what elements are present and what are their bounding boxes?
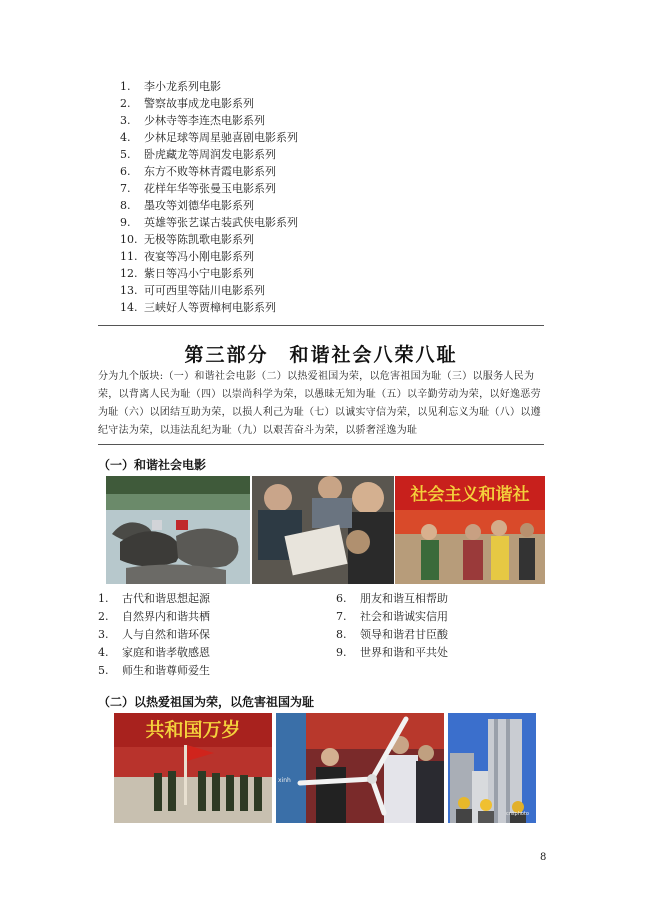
list-text: 三峡好人等贾樟柯电影系列 xyxy=(144,301,276,314)
photo-watermark: xinh xyxy=(278,777,291,784)
list-text: 英雄等张艺谋古装武侠电影系列 xyxy=(144,216,298,229)
list-item xyxy=(120,282,298,299)
list-number: 1. xyxy=(98,592,109,605)
list-number: 10. xyxy=(120,233,138,246)
list-item xyxy=(98,590,210,608)
list-number: 8. xyxy=(336,628,347,641)
list-item xyxy=(120,231,298,248)
list-number: 12. xyxy=(120,267,138,280)
photo-wind-turbine-expo xyxy=(276,713,444,823)
list-item xyxy=(120,265,298,282)
section-heading-patriotism: （二）以热爱祖国为荣，以危害祖国为耻 xyxy=(98,695,315,709)
list-number: 4. xyxy=(98,646,109,659)
list-number: 7. xyxy=(120,182,131,195)
list-text: 少林寺等李连杰电影系列 xyxy=(144,114,265,127)
photo-honor-guard xyxy=(114,713,272,823)
list-item xyxy=(120,214,298,231)
banner-long-live-republic: 共和国万岁 xyxy=(145,719,241,741)
banner-slogan: 社会主义和谐社 xyxy=(410,485,530,505)
list-item xyxy=(120,197,298,214)
list-number: 1. xyxy=(120,80,131,93)
list-item xyxy=(336,644,448,662)
list-text: 紫日等冯小宁电影系列 xyxy=(144,267,254,280)
list-item xyxy=(120,146,298,163)
list-item xyxy=(120,129,298,146)
list-text: 可可西里等陆川电影系列 xyxy=(144,284,265,297)
list-number: 5. xyxy=(98,664,109,677)
list-text: 人与自然和谐环保 xyxy=(122,628,210,641)
list-item xyxy=(336,590,448,608)
list-text: 花样年华等张曼玉电影系列 xyxy=(144,182,276,195)
list-item xyxy=(336,608,448,626)
page-number: 8 xyxy=(540,852,547,863)
list-item xyxy=(98,608,210,626)
list-item xyxy=(120,299,298,316)
list-text: 家庭和谐孝敬感恩 xyxy=(122,646,210,659)
list-text: 师生和谐尊师爱生 xyxy=(122,664,210,677)
list-number: 11. xyxy=(120,250,138,263)
list-item xyxy=(120,112,298,129)
photo-construction-workers xyxy=(448,713,536,823)
list-text: 夜宴等冯小刚电影系列 xyxy=(144,250,254,263)
list-text: 李小龙系列电影 xyxy=(144,80,221,93)
list-item xyxy=(120,95,298,112)
list-number: 4. xyxy=(120,131,131,144)
photo-chess-players xyxy=(252,476,394,584)
list-item xyxy=(98,662,210,680)
list-item xyxy=(120,248,298,265)
harmony-topics-left xyxy=(98,590,210,680)
list-number: 6. xyxy=(120,165,131,178)
list-text: 卧虎藏龙等周润发电影系列 xyxy=(144,148,276,161)
part-title: 第三部分 和谐社会八荣八耻 xyxy=(184,344,458,366)
list-item xyxy=(98,644,210,662)
list-item xyxy=(120,78,298,95)
list-number: 9. xyxy=(336,646,347,659)
film-series-list xyxy=(120,78,298,316)
list-text: 自然界内和谐共栖 xyxy=(122,610,210,623)
list-number: 5. xyxy=(120,148,131,161)
list-number: 3. xyxy=(120,114,131,127)
list-text: 墨攻等刘德华电影系列 xyxy=(144,199,254,212)
list-number: 13. xyxy=(120,284,138,297)
list-item xyxy=(120,180,298,197)
list-number: 2. xyxy=(98,610,109,623)
list-number: 14. xyxy=(120,301,138,314)
list-text: 警察故事成龙电影系列 xyxy=(144,97,254,110)
section-heading-harmony: （一）和谐社会电影 xyxy=(98,458,207,472)
list-number: 9. xyxy=(120,216,131,229)
list-text: 无极等陈凯歌电影系列 xyxy=(144,233,254,246)
photo-rocks-lake xyxy=(106,476,250,584)
list-item xyxy=(336,626,448,644)
list-number: 6. xyxy=(336,592,347,605)
list-text: 古代和谐思想起源 xyxy=(122,592,210,605)
list-text: 领导和谐君甘臣酸 xyxy=(360,628,448,641)
photo-harmonious-society-banner xyxy=(395,476,545,584)
photo-watermark-cnsphoto: cnsphoto xyxy=(506,811,529,817)
list-number: 3. xyxy=(98,628,109,641)
list-text: 世界和谐和平共处 xyxy=(360,646,448,659)
list-text: 朋友和谐互相帮助 xyxy=(360,592,448,605)
list-number: 7. xyxy=(336,610,347,623)
list-number: 8. xyxy=(120,199,131,212)
list-item xyxy=(120,163,298,180)
divider-bottom xyxy=(98,444,544,445)
list-item xyxy=(98,626,210,644)
list-number: 2. xyxy=(120,97,131,110)
harmony-topics-right xyxy=(336,590,448,662)
part-intro: 分为九个版块:（一）和谐社会电影（二）以热爱祖国为荣，以危害祖国为耻（三）以服务人民为荣，以背离人民为耻（四）以崇尚科学为荣，以愚昧无知为耻（五）以辛勤劳动为荣，以好逸恶劳为耻（六）以团结互助为荣，以损人利己为耻（七）以诚实守信为荣，以见利忘义为耻（八）以遵纪守法为荣，以违法乱纪为耻（九）以艰苦奋斗为荣，以骄奢淫逸为耻 xyxy=(98,371,541,436)
divider-top xyxy=(98,325,544,326)
list-text: 东方不败等林青霞电影系列 xyxy=(144,165,276,178)
list-text: 社会和谐诚实信用 xyxy=(360,610,448,623)
list-text: 少林足球等周星驰喜剧电影系列 xyxy=(144,131,298,144)
